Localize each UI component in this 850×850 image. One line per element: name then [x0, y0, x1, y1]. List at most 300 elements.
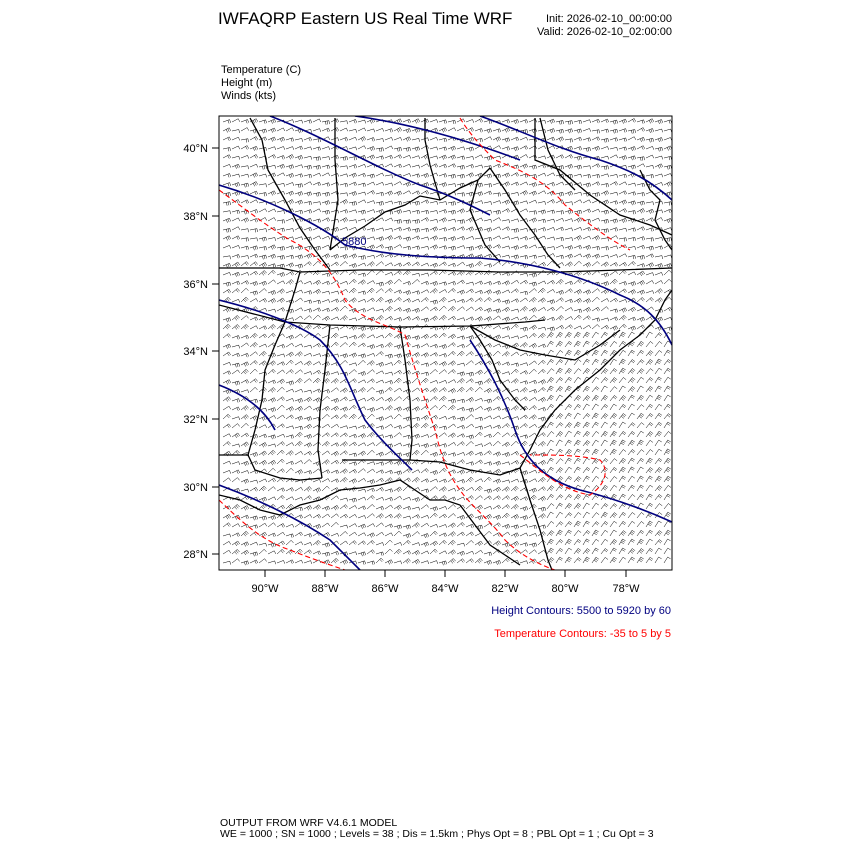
wind-barb [313, 343, 321, 347]
wind-barb [457, 372, 465, 376]
wind-barb [565, 289, 573, 293]
wind-barb [565, 377, 572, 383]
wind-barb [313, 219, 321, 223]
wind-barb [619, 156, 627, 161]
wind-barb [376, 262, 384, 266]
wind-barb [403, 335, 411, 340]
wind-barb [241, 479, 249, 484]
wind-barb [232, 164, 240, 169]
wind-barb [520, 298, 528, 302]
wind-barb [601, 369, 608, 375]
wind-barb [547, 548, 554, 554]
wind-barb [286, 183, 294, 186]
wind-barb [367, 270, 375, 275]
wind-barb [349, 137, 357, 140]
wind-barb [250, 552, 258, 556]
wind-barb [385, 236, 393, 241]
wind-barb [664, 432, 671, 438]
wind-barb [574, 413, 581, 419]
wind-barb [646, 440, 653, 446]
wind-barb [448, 263, 456, 267]
wind-barb [376, 148, 384, 152]
wind-barb [619, 378, 626, 384]
wind-barb [421, 191, 429, 195]
wind-barb [241, 423, 249, 428]
wind-barb [421, 505, 429, 509]
wind-barb [619, 332, 626, 338]
wind-barb [655, 458, 662, 464]
wind-barb [511, 533, 519, 538]
wind-barb [421, 435, 429, 438]
wind-barb [394, 210, 402, 215]
wind-barb [412, 236, 420, 240]
wind-barb [340, 498, 348, 501]
wind-barb [376, 390, 384, 394]
wind-barb [637, 237, 645, 241]
wind-barb [583, 368, 590, 374]
wind-barb [358, 164, 366, 167]
lon-tick-label: 88°W [311, 583, 339, 595]
wind-barb [637, 467, 644, 473]
wind-barb [286, 309, 294, 313]
wind-barb [358, 327, 366, 332]
wind-barb [223, 514, 231, 519]
wind-barb [295, 264, 303, 268]
wind-barb [466, 317, 474, 321]
wind-barb [358, 434, 366, 439]
wind-barb [628, 130, 636, 134]
wind-barb [448, 343, 456, 347]
wind-barb [223, 228, 231, 232]
wind-barb [565, 494, 572, 500]
wind-barb [493, 164, 501, 168]
wind-barb [376, 128, 384, 131]
wind-barb [376, 237, 384, 241]
wind-barb [601, 431, 608, 437]
wind-barb [574, 395, 581, 401]
wind-barb [583, 485, 590, 491]
wind-barb [655, 395, 662, 401]
wind-barb [367, 201, 375, 204]
wind-barb [430, 531, 438, 536]
wind-barb [457, 351, 465, 356]
wind-barb [601, 210, 609, 214]
wind-barb [628, 211, 636, 215]
wind-barb [529, 433, 537, 437]
wind-barb [511, 289, 519, 293]
wind-barb [232, 363, 240, 367]
wind-barb [394, 297, 402, 302]
wind-barb [385, 280, 393, 285]
wind-barb [250, 342, 258, 347]
wind-barb [232, 218, 240, 221]
wind-barb [610, 326, 618, 331]
wind-barb [259, 255, 267, 259]
wind-barb [511, 486, 519, 491]
wind-barb [619, 228, 627, 231]
wind-barb [538, 201, 546, 204]
wind-barb [592, 548, 599, 554]
wind-barb [331, 505, 339, 510]
wind-barb [412, 498, 420, 503]
wind-barb [295, 487, 303, 491]
lat-tick-label: 32°N [183, 414, 208, 426]
wind-barb [448, 361, 456, 366]
wind-barb [556, 155, 564, 159]
wind-barb [448, 146, 456, 151]
wind-barb [439, 262, 447, 266]
wind-barb [628, 485, 635, 491]
wind-barb [520, 561, 528, 564]
wind-barb [493, 326, 501, 330]
wind-barb [331, 372, 339, 375]
wind-barb [430, 541, 438, 546]
wind-barb [250, 525, 258, 529]
wind-barb [421, 218, 429, 222]
wind-barb [583, 316, 591, 320]
wind-barb [592, 557, 599, 563]
wind-barb [520, 182, 528, 185]
wind-barb [268, 516, 276, 521]
wind-barb [664, 165, 672, 169]
wind-barb [241, 489, 249, 492]
wind-barb [583, 254, 591, 259]
wind-barb [520, 155, 528, 159]
wind-barb [493, 227, 501, 230]
wind-barb [277, 459, 284, 464]
wind-barb [565, 513, 572, 518]
wind-barb [421, 228, 429, 232]
wind-barb [565, 332, 572, 338]
wind-barb [313, 540, 321, 545]
wind-barb [538, 210, 546, 214]
wind-barb [664, 146, 672, 151]
wind-barb [331, 333, 338, 338]
wind-barb [412, 191, 420, 195]
wind-barb [412, 477, 420, 482]
wind-barb [367, 210, 375, 213]
wind-barb [385, 254, 393, 258]
wind-barb [583, 166, 591, 170]
wind-barb [475, 155, 483, 158]
wind-barb [592, 130, 600, 134]
wind-barb [493, 523, 501, 527]
wind-barb [349, 318, 357, 321]
wind-barb [313, 280, 321, 285]
wind-barb [547, 404, 554, 410]
wind-barb [412, 147, 420, 151]
wind-barb [547, 521, 554, 527]
wind-barb [268, 324, 276, 329]
wind-barb [457, 460, 465, 464]
wind-barb [520, 343, 528, 348]
wind-barb [277, 405, 285, 410]
wind-barb [592, 246, 600, 250]
wind-barb [259, 434, 267, 438]
wind-barb [367, 387, 375, 392]
wind-barb [259, 351, 267, 356]
wind-barb [331, 522, 339, 527]
wind-barb [331, 451, 339, 456]
wind-barb [349, 541, 357, 545]
wind-barb [295, 146, 303, 150]
wind-barb [655, 256, 663, 259]
wind-barb [619, 138, 627, 142]
wind-barb [556, 512, 563, 518]
wind-barb [340, 388, 348, 393]
wind-barb [430, 137, 438, 140]
wind-barb [511, 496, 519, 501]
wind-barb [376, 228, 384, 231]
wind-barb [610, 548, 617, 554]
wind-barb [655, 129, 663, 132]
wind-barb [502, 128, 510, 133]
wind-barb [628, 307, 636, 312]
wind-barb [529, 488, 537, 493]
wind-barb [313, 209, 321, 212]
wind-barb [385, 137, 393, 140]
wind-barb [493, 236, 501, 239]
wind-barb [664, 539, 671, 545]
wind-barb [223, 155, 231, 159]
wind-barb [304, 201, 312, 205]
wind-barb [412, 228, 420, 232]
wind-barb [430, 300, 438, 304]
wind-barb [313, 139, 321, 143]
wind-barb [628, 282, 636, 287]
wind-barb [628, 549, 635, 555]
wind-barb [286, 318, 294, 321]
wind-barb [592, 377, 599, 383]
wind-barb [619, 431, 626, 437]
wind-barb [493, 309, 501, 313]
wind-barb [349, 524, 357, 527]
wind-barb [637, 530, 644, 536]
wind-barb [484, 137, 492, 140]
wind-barb [628, 119, 636, 123]
wind-barb [556, 129, 564, 133]
wind-barb [637, 325, 645, 329]
wind-barb [565, 299, 573, 303]
wind-barb [376, 417, 384, 421]
wind-barb [340, 354, 348, 358]
wind-barb [394, 505, 402, 510]
wind-barb [547, 247, 555, 250]
wind-barb [583, 414, 590, 420]
wind-barb [457, 378, 465, 383]
wind-barb [232, 119, 240, 122]
wind-barb [286, 218, 294, 221]
wind-barb [385, 514, 393, 518]
wind-barb [277, 524, 285, 528]
wind-barb [628, 272, 636, 275]
wind-barb [259, 559, 267, 563]
wind-barb [511, 173, 519, 177]
wind-barb [241, 316, 249, 320]
wind-barb [547, 504, 554, 510]
wind-barb [367, 298, 375, 302]
wind-barb [448, 389, 456, 394]
wind-barb [619, 450, 626, 456]
wind-barb [619, 512, 626, 518]
wind-barb [421, 353, 429, 358]
wind-barb [556, 315, 564, 320]
wind-barb [493, 245, 501, 249]
wind-barb [583, 263, 591, 268]
wind-barb [520, 335, 528, 338]
wind-barb [358, 443, 366, 446]
wind-barb [358, 299, 366, 302]
wind-barb [583, 431, 590, 437]
wind-barb [421, 415, 429, 420]
wind-barb [304, 210, 312, 214]
wind-barb [376, 462, 384, 466]
wind-barb [430, 380, 438, 383]
wind-barb [484, 156, 492, 160]
wind-barb [637, 450, 644, 455]
wind-barb [547, 317, 555, 321]
wind-barb [421, 290, 429, 293]
wind-barb [592, 530, 599, 536]
wind-barb [493, 479, 501, 484]
wind-barb [601, 282, 609, 287]
wind-barb [295, 352, 303, 357]
wind-barb [340, 210, 348, 214]
wind-barb [448, 370, 456, 375]
wind-barb [223, 324, 231, 329]
wind-barb [358, 497, 366, 500]
wind-barb [349, 129, 357, 132]
wind-barb [511, 192, 519, 195]
wind-barb [430, 369, 438, 374]
wind-barb [601, 138, 609, 142]
wind-barb [295, 120, 303, 123]
wind-barb [538, 344, 546, 348]
wind-barb [574, 236, 582, 241]
wind-barb [250, 480, 258, 483]
wind-barb [619, 191, 627, 195]
wind-barb [592, 522, 599, 527]
wind-barb [583, 396, 590, 402]
wind-barb [394, 147, 402, 151]
wind-barb [529, 200, 537, 203]
wind-barb [628, 413, 635, 419]
wind-barb [502, 424, 510, 429]
wind-barb [592, 431, 599, 437]
wind-barb [358, 309, 366, 313]
wind-barb [457, 156, 465, 160]
wind-barb [223, 164, 231, 167]
wind-barb [430, 307, 438, 311]
wind-barb [637, 386, 644, 392]
wind-barb [457, 236, 465, 240]
wind-barb [295, 461, 303, 465]
wind-barb [367, 255, 375, 258]
wind-barb [340, 343, 348, 348]
wind-barb [439, 164, 447, 168]
wind-barb [637, 369, 644, 374]
wind-barb [286, 246, 294, 250]
wind-barb [367, 345, 375, 350]
wind-barb [646, 458, 653, 464]
wind-barb [619, 368, 626, 374]
wind-barb [439, 120, 447, 124]
wind-barb [394, 487, 402, 492]
wind-barb [466, 441, 474, 446]
wind-barb [313, 129, 321, 132]
wind-barb [295, 523, 303, 527]
wind-barb [430, 120, 438, 123]
wind-barb [313, 433, 321, 437]
wind-barb [637, 423, 644, 428]
wind-barb [439, 416, 447, 419]
wind-barb [556, 530, 563, 536]
wind-barb [223, 561, 231, 564]
wind-barb [520, 317, 528, 321]
wind-barb [349, 453, 357, 457]
wind-barb [529, 380, 537, 384]
wind-barb [628, 183, 636, 186]
wind-barb [493, 469, 501, 474]
wind-barb [349, 363, 357, 366]
wind-barb [331, 398, 339, 403]
wind-barb [493, 129, 501, 133]
wind-barb [520, 507, 528, 512]
wind-barb [574, 254, 582, 257]
wind-barb [601, 200, 609, 205]
wind-barb [358, 561, 366, 565]
field-winds-label: Winds (kts) [221, 90, 276, 102]
wind-barb [538, 270, 546, 275]
wind-barb [664, 327, 672, 331]
wind-barb [421, 363, 429, 367]
wind-barb [331, 262, 339, 266]
wind-barb [466, 156, 474, 159]
wind-barb [439, 433, 447, 437]
wind-barb [304, 406, 312, 410]
wind-barb [286, 300, 294, 305]
wind-barb [637, 317, 645, 322]
wind-barb [403, 497, 411, 500]
wind-barb [592, 193, 600, 197]
wind-barb [646, 378, 653, 384]
wind-barb [628, 237, 636, 241]
wind-barb [655, 521, 662, 527]
wind-barb [232, 478, 240, 482]
wind-barb [250, 191, 258, 195]
wind-barb [385, 343, 393, 348]
wind-barb [664, 377, 671, 383]
wind-barb [502, 524, 510, 529]
wind-barb [592, 174, 600, 178]
wind-barb [349, 462, 357, 466]
wind-barb [385, 380, 393, 384]
wind-barb [385, 246, 393, 250]
wind-barb [421, 173, 429, 178]
wind-barb [520, 353, 528, 356]
wind-barb [304, 120, 312, 124]
wind-barb [475, 290, 483, 294]
wind-barb [376, 380, 384, 383]
wind-barb [394, 514, 402, 519]
wind-barb [529, 308, 537, 313]
wind-barb [637, 193, 645, 197]
wind-barb [250, 369, 257, 374]
wind-barb [466, 120, 474, 123]
wind-barb [268, 523, 276, 527]
wind-barb [601, 229, 609, 233]
wind-barb [610, 271, 618, 275]
